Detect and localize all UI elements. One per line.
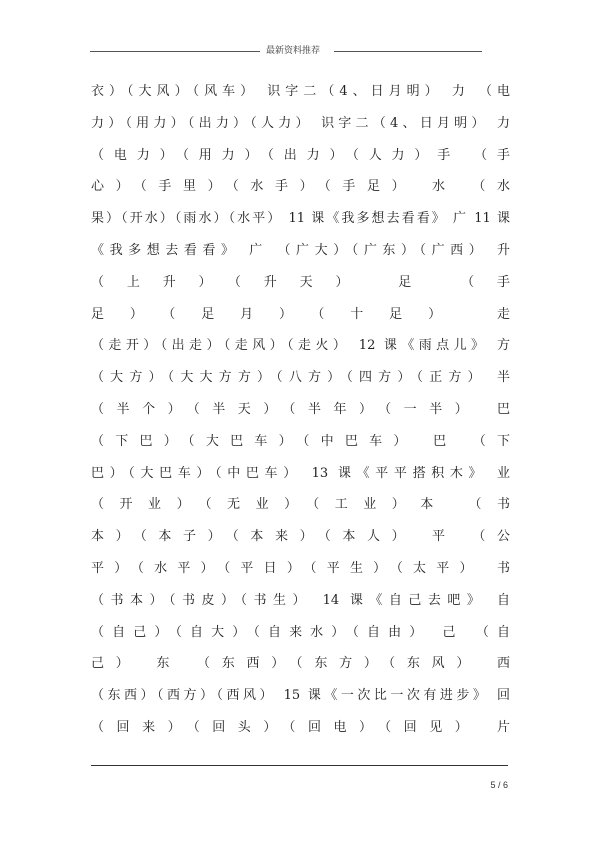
text-line: （走开）（出走）（走风）（走火） 12 课《雨点儿》 方 — [91, 338, 510, 354]
text-line: （东西）（西方）（西风） 15 课《一次比一次有进步》 回 — [91, 688, 510, 704]
text-line: （电力）（用力）（出力）（人力）手 （手 — [91, 147, 510, 163]
header-rule-left — [90, 51, 260, 52]
text-line: （书本）（书皮）（书生） 14 课《自己去吧》 自 — [91, 592, 510, 608]
text-line: 足）（足月）（十足） 走 — [91, 306, 510, 322]
text-line: （下巴）（大巴车）（中巴车） 巴 （下 — [91, 433, 510, 449]
footer-rule — [91, 765, 508, 766]
text-line: （半个）（半天）（半年）（一半） 巴 — [91, 401, 510, 417]
document-body — [91, 76, 510, 744]
text-line: 衣）（大风）（风车） 识字二（4、日月明） 力 （电 — [91, 84, 510, 99]
text-line: 果）（开水）（雨水）（水平） 11 课《我多想去看看》 广 11 课 — [91, 211, 510, 227]
header-rule-right — [334, 51, 482, 52]
text-line: 力）（用力）（出力）（人力） 识字二（4、日月明） 力 — [91, 115, 510, 131]
page-number: 5 / 6 — [490, 780, 508, 790]
text-line: （大方）（大大方方）（八方）（四方）（正方） 半 — [91, 370, 510, 386]
text-line: （开业）（无业）（工业）本 （书 — [91, 497, 510, 513]
text-line: 本）（本子）（本来）（本人） 平 （公 — [91, 529, 510, 545]
text-line: 心）（手里）（水手）（手足） 水 （水 — [91, 179, 510, 195]
text-line: 己） 东 （东西）（东方）（东风） 西 — [91, 656, 510, 672]
text-line: （上升）（升天） 足 （手 — [91, 274, 510, 290]
text-line: 平）（水平）（平日）（平生）（太平） 书 — [91, 560, 510, 576]
text-line: （回来）（回头）（回电）（回见） 片 — [91, 719, 510, 735]
text-line: （自己）（自大）（自来水）（自由） 己 （自 — [91, 624, 510, 640]
text-line: 《我多想去看看》 广 （广大）（广东）（广西） 升 — [91, 242, 510, 258]
text-line: 巴）（大巴车）（中巴车） 13 课《平平搭积木》 业 — [91, 465, 510, 481]
page-header — [90, 44, 482, 58]
header-title: 最新资料推荐 — [266, 46, 321, 56]
